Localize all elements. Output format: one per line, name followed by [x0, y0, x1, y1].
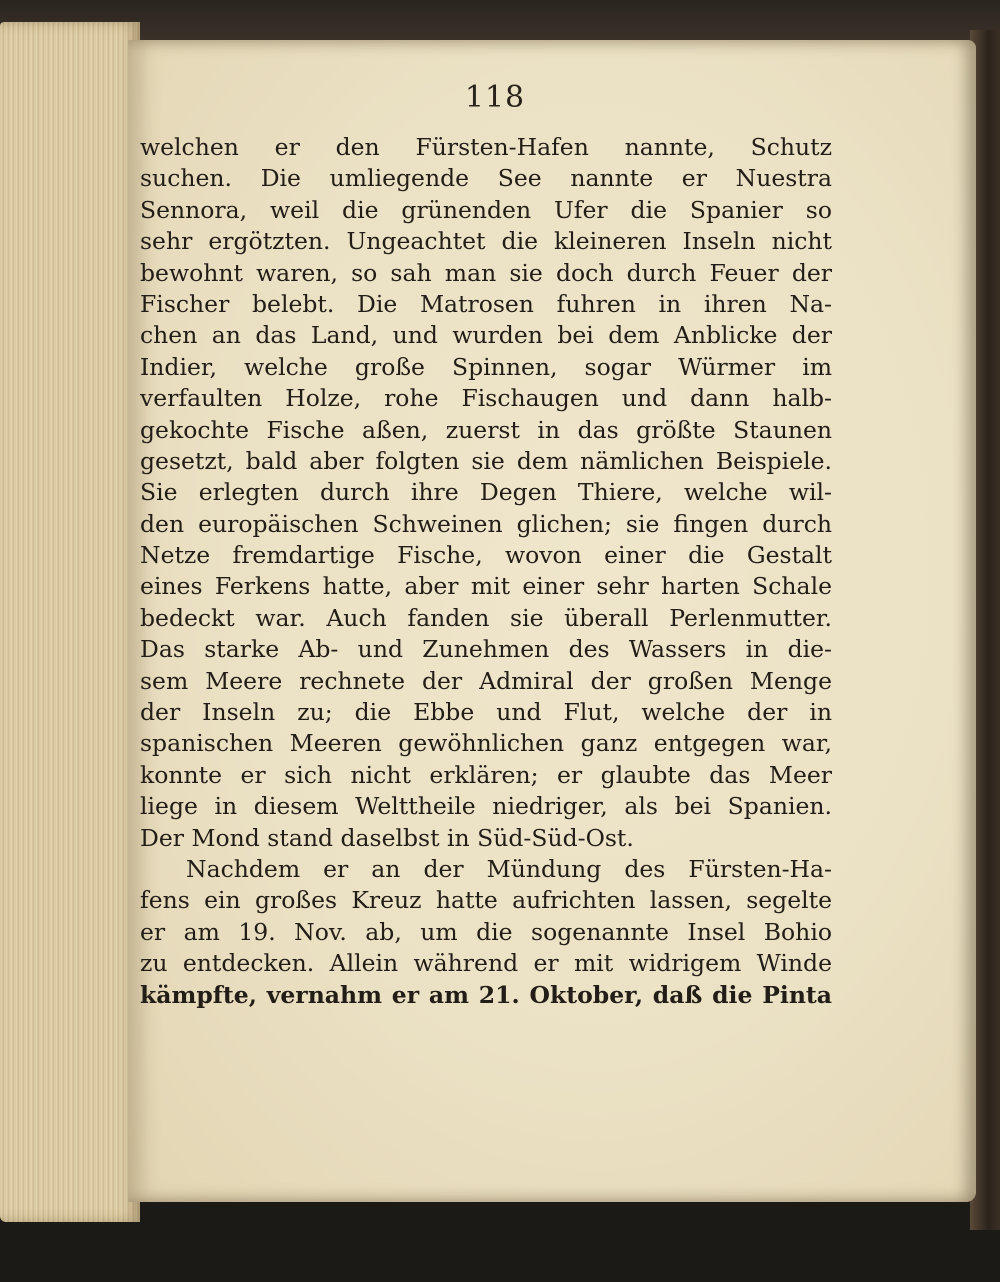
text-line: den europäischen Schweinen glichen; sie fingen durch	[140, 509, 832, 538]
text-line: Fischer belebt. Die Matrosen fuhren in ihren Na-	[140, 289, 832, 318]
text-line: Sie erlegten durch ihre Degen Thiere, welche wil-	[140, 478, 832, 507]
text-line: liege in diesem Welttheile niedriger, als bei Spanien.	[140, 792, 832, 821]
text-line: gekochte Fische aßen, zuerst in das größte Staunen	[140, 415, 832, 444]
text-line: chen an das Land, und wurden bei dem Anblicke der	[140, 321, 832, 350]
text-line: eines Ferkens hatte, aber mit einer sehr harten Schale	[140, 572, 832, 601]
text-line: konnte er sich nicht erklären; er glaubte das Meer	[140, 760, 832, 789]
text-line: Der Mond stand daselbst in Süd-Süd-Ost.	[140, 823, 634, 852]
text-line: der Inseln zu; die Ebbe und Flut, welche der in	[140, 698, 832, 727]
text-line: bewohnt waren, so sah man sie doch durch Feuer der	[140, 258, 832, 287]
book-top-edge	[0, 0, 1000, 40]
text-line: spanischen Meeren gewöhnlichen ganz entgegen war,	[140, 729, 832, 758]
page-number: 118	[464, 80, 526, 115]
text-line: Sennora, weil die grünenden Ufer die Spanier so	[140, 195, 832, 224]
text-line: verfaulten Holze, rohe Fischaugen und dann halb-	[140, 384, 832, 413]
text-line: fens ein großes Kreuz hatte aufrichten lassen, segelte	[140, 886, 832, 915]
text-line: Indier, welche große Spinnen, sogar Würmer im	[140, 352, 832, 381]
text-line: Nachdem er an der Mündung des Fürsten-Ha-	[186, 854, 832, 883]
text-line: bedeckt war. Auch fanden sie überall Perlenmutter.	[140, 603, 832, 632]
text-line: gesetzt, bald aber folgten sie dem nämlichen Beispiele.	[140, 446, 832, 475]
text-line: er am 19. Nov. ab, um die sogenannte Insel Bohio	[140, 917, 832, 946]
body-text	[140, 132, 832, 1011]
text-line: kämpfte, vernahm er am 21. Oktober, daß die Pinta	[140, 980, 832, 1009]
page-stack-edges	[0, 22, 140, 1222]
text-line: welchen er den Fürsten-Hafen nannte, Schutz	[140, 133, 832, 161]
text-line: Netze fremdartige Fische, wovon einer die Gestalt	[140, 541, 832, 570]
text-line: Das starke Ab- und Zunehmen des Wassers in die-	[140, 635, 832, 664]
text-line: sem Meere rechnete der Admiral der großen Menge	[140, 666, 832, 695]
text-line: suchen. Die umliegende See nannte er Nuestra	[140, 164, 832, 193]
text-line: sehr ergötzten. Ungeachtet die kleineren Inseln nicht	[140, 227, 832, 256]
text-line: zu entdecken. Allein während er mit widrigem Winde	[140, 949, 832, 978]
